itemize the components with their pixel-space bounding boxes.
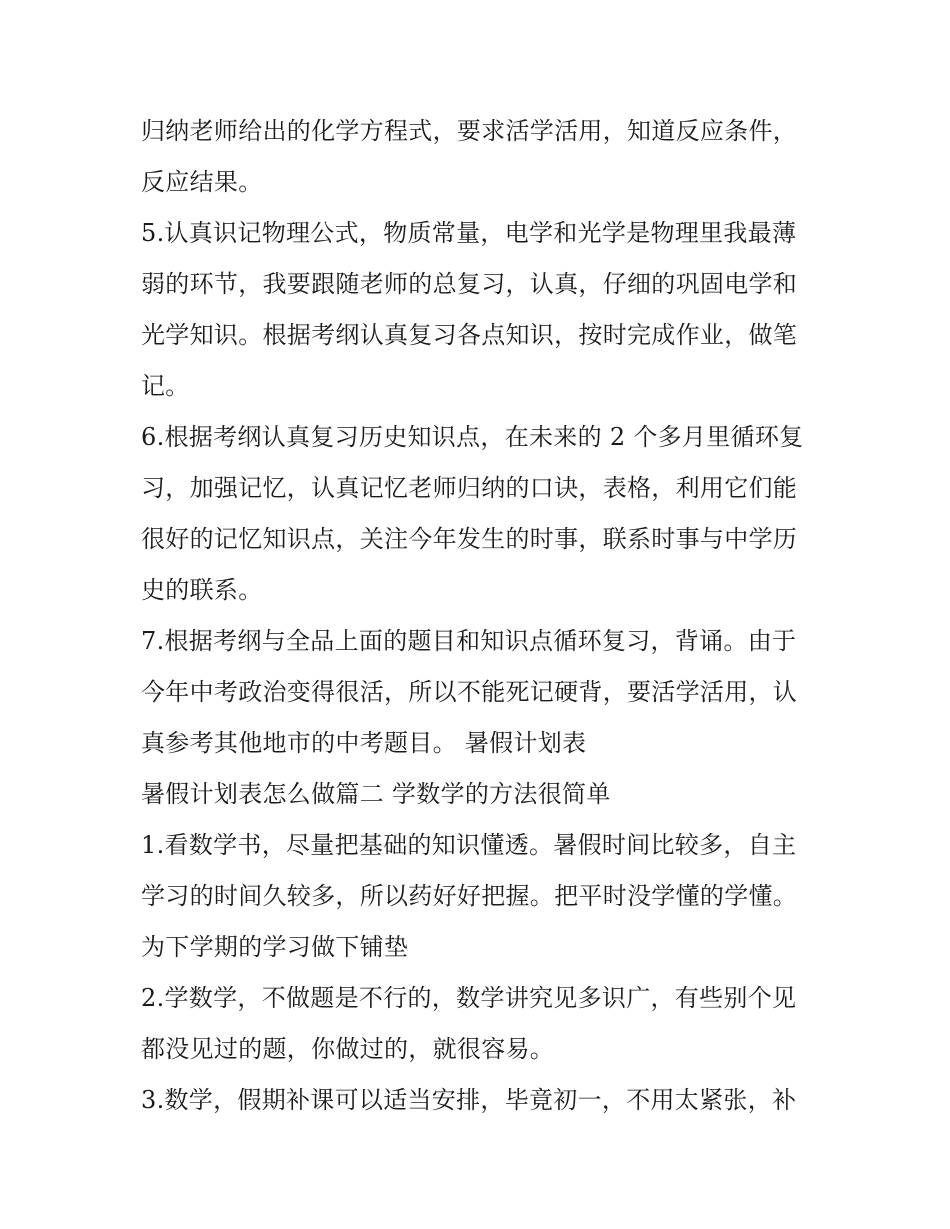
text-line: 今年中考政治变得很活，所以不能死记硬背，要活学活用，认 [141, 678, 798, 706]
text-line: 5.认真识记物理公式，物质常量，电学和光学是物理里我最薄 [141, 219, 797, 247]
text-line: 光学知识。根据考纲认真复习各点知识，按时完成作业，做笔 [141, 321, 798, 349]
text-line: 6.根据考纲认真复习历史知识点，在未来的 2 个多月里循环复 [141, 423, 804, 451]
text-line: 7.根据考纲与全品上面的题目和知识点循环复习，背诵。由于 [141, 627, 797, 655]
text-line: 习，加强记忆，认真记忆老师归纳的口诀，表格，利用它们能 [141, 474, 798, 502]
text-line: 弱的环节，我要跟随老师的总复习，认真，仔细的巩固电学和 [141, 270, 798, 298]
text-line: 归纳老师给出的化学方程式，要求活学活用，知道反应条件， [141, 117, 798, 145]
text-line: 很好的记忆知识点，关注今年发生的时事，联系时事与中学历 [141, 525, 798, 553]
text-line: 3.数学，假期补课可以适当安排，毕竟初一，不用太紧张，补 [141, 1086, 797, 1114]
text-line: 1.看数学书，尽量把基础的知识懂透。暑假时间比较多，自主 [141, 831, 797, 859]
text-line: 反应结果。 [141, 168, 263, 196]
text-line: 2.学数学，不做题是不行的，数学讲究见多识广，有些别个见 [141, 984, 797, 1012]
text-line: 都没见过的题，你做过的，就很容易。 [141, 1035, 555, 1063]
text-line: 为下学期的学习做下铺垫 [141, 933, 409, 961]
document-body [141, 106, 821, 1126]
text-line: 记。 [141, 372, 190, 400]
text-line: 暑假计划表怎么做篇二 学数学的方法很简单 [141, 780, 611, 808]
text-line: 史的联系。 [141, 576, 263, 604]
text-line: 学习的时间久较多，所以药好好把握。把平时没学懂的学懂。 [141, 882, 798, 910]
text-line: 真参考其他地市的中考题目。 暑假计划表 [141, 729, 587, 757]
